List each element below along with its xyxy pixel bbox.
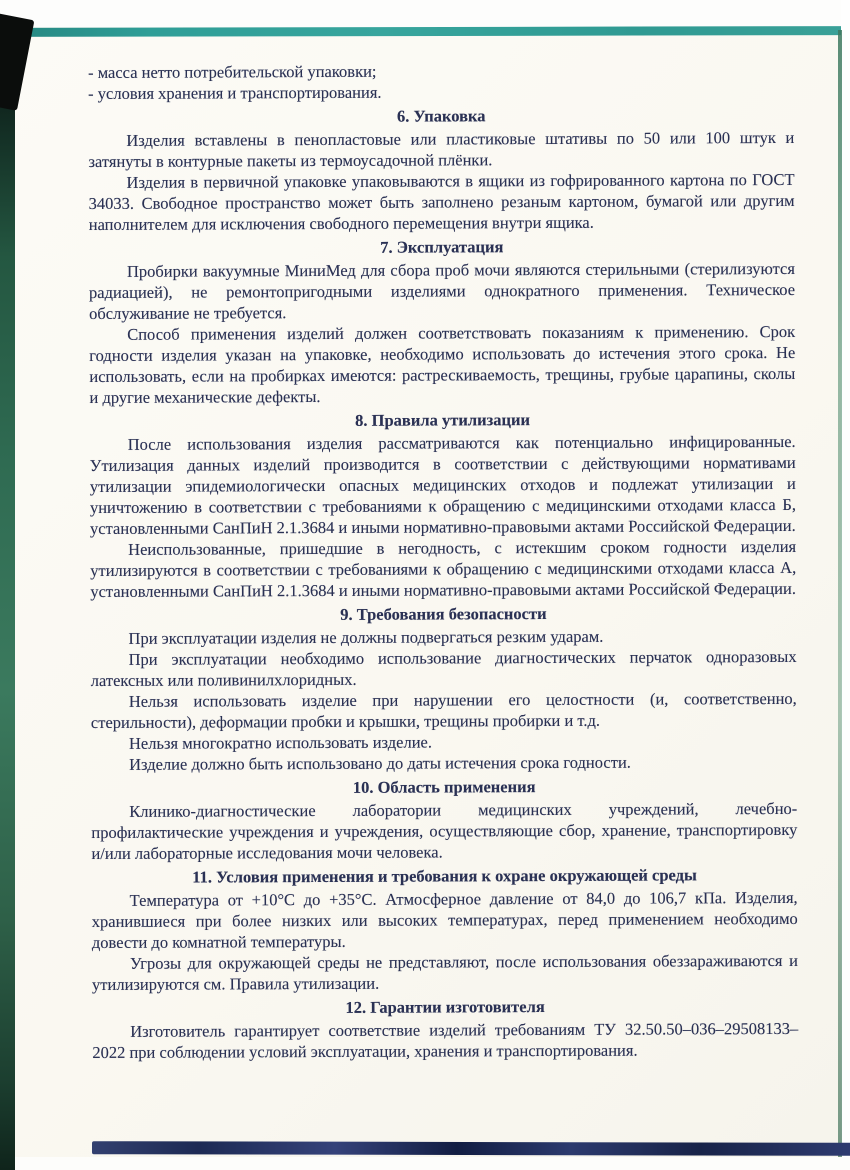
section-paragraph: Нельзя использовать изделие при нарушении его целостности (и, соответственно, стерильности), деформации пробки и крышки, трещины пробирки и т.д. [90, 688, 797, 732]
section-paragraph: При эксплуатации изделия не должны подвергаться резким ударам. [128, 626, 604, 648]
section-paragraph: Угрозы для окружающей среды не представляют, после использования обеззараживаются и утилизируются см. Правила утилизации. [91, 950, 798, 994]
scan-right-margin [841, 0, 850, 1170]
section-paragraph: Изделия в первичной упаковке упаковываются в ящики из гофрированного картона по ГОСТ 34033. Свободное пространство может быть заполнено резаным картоном, бумагой или другим наполнителем для исключения свободного перемещения внутри ящика. [88, 169, 795, 234]
scan-artifact-corner-wedge [0, 13, 34, 111]
section-paragraph: При эксплуатации необходимо использование диагностических перчаток одноразовых латексных или поливинилхлоридных. [90, 646, 797, 690]
section-heading: 8. Правила утилизации [355, 410, 531, 430]
section-paragraph: Клинико-диагностические лаборатории медицинских учреждений, лечебно-профилактические учреждения и учреждения, осуществляющие сбор, хранение, транспортировку и/или лабораторные исследования мочи человека. [91, 798, 798, 863]
section-paragraph: Изготовитель гарантирует соответствие изделий требованиям ТУ 32.50.50–036–29508133–2022 при соблюдении условий эксплуатации, хранения и транспортирования. [92, 1018, 799, 1062]
section-heading: 10. Область применения [352, 777, 536, 797]
scan-bottom-margin [15, 1157, 850, 1170]
section-heading: 9. Требования безопасности [340, 604, 547, 624]
intro-lines [88, 59, 794, 104]
section-paragraph: Неиспользованные, пришедшие в негодность, с истекшим сроком годности изделия утилизируются в соответствии с требованиями к обращению с медицинскими отходами класса А, установленными СанПиН 2.1.3684 и иными нормативно-правовыми актами Российской Федерации. [90, 536, 797, 601]
document-section [91, 775, 797, 864]
section-paragraph: Пробирки вакуумные МиниМед для сбора проб мочи являются стерильными (стерилизуются радиацией), не ремонтопригодными изделиями однократного применения. Техническое обслуживание не требуется. [88, 258, 796, 323]
section-paragraph: Способ применения изделий должен соответствовать показаниям к применению. Срок годности изделия указан на упаковке, необходимо использовать до истечения этого срока. Не использовать, если на пробирках имеются: растрескиваемость, трещины, грубые царапины, сколы и другие механические дефекты. [89, 321, 796, 407]
scan-top-margin [0, 0, 850, 27]
section-paragraph: Изделия вставлены в пенопластовые или пластиковые штативы по 50 или 100 штук и затянуты в контурные пакеты из термоусадочной плёнки. [88, 127, 795, 171]
scan-artifact-teal-strip [0, 26, 850, 37]
section-heading: 6. Упаковка [396, 106, 486, 126]
document-section [88, 104, 795, 235]
section-paragraph: Нельзя многократно использовать изделие. [128, 732, 433, 753]
document-section [90, 408, 797, 602]
document-section [89, 235, 796, 408]
scan-artifact-left-edge [0, 29, 15, 1170]
section-paragraph: Изделие должно быть использовано до даты истечения срока годности. [129, 752, 631, 774]
document-section [90, 602, 797, 775]
section-paragraph: Температура от +10°С до +35°С. Атмосферное давление от 84,0 до 106,7 кПа. Изделия, хранившиеся при более низких или высоких температурах, перед применением необходимо довести до комнатной температуры. [91, 887, 798, 952]
scan-artifact-bottom-band [92, 1141, 850, 1156]
document-section [92, 864, 799, 995]
document-section [92, 995, 798, 1063]
section-heading: 12. Гарантии изготовителя [345, 997, 545, 1017]
scan-artifact-right-edge [838, 30, 842, 1170]
section-paragraph: После использования изделия рассматриваются как потенциально инфицированные. Утилизация данных изделий производится в соответствии с действующими нормативами утилизации эпидемиологически опасных медицинских отходов и подлежат утилизации и уничтожению в соответствии с требованиями к обращению с медицинскими отходами класса Б, установленными СанПиН 2.1.3684 и иными нормативно-правовыми актами Российской Федерации. [89, 431, 796, 538]
document-content [88, 59, 798, 1063]
intro-line: - условия хранения и транспортирования. [88, 82, 382, 103]
intro-line: - масса нетто потребительской упаковки; [88, 61, 377, 82]
section-heading: 11. Условия применения и требования к охране окружающей среды [192, 865, 697, 887]
section-heading: 7. Эксплуатация [380, 237, 504, 257]
document-sections [88, 104, 798, 1063]
